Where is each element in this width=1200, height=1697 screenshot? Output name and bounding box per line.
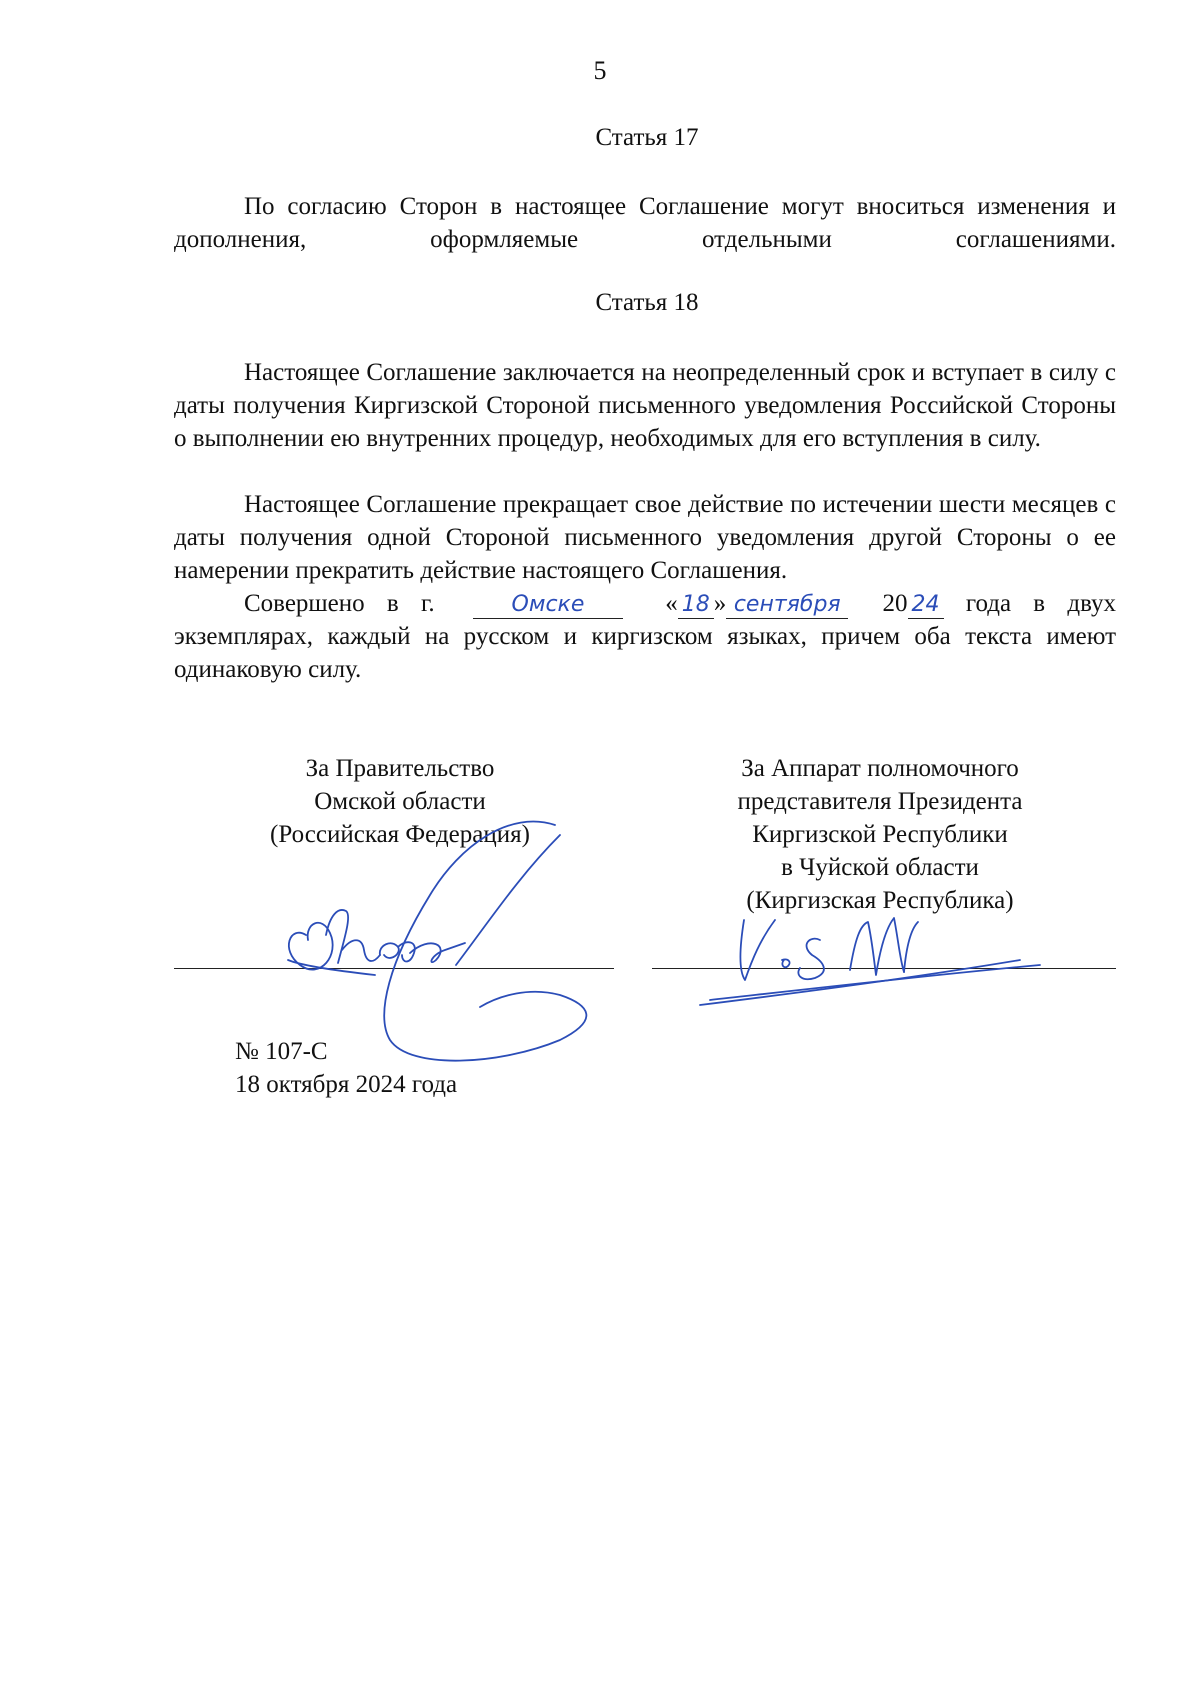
article-18-heading: Статья 18	[595, 289, 699, 316]
closing-paragraph	[174, 587, 1116, 686]
article-18-paragraph-2: Настоящее Соглашение прекращает свое действие по истечении шести месяцев с даты получения одной Стороной письменного уведомления другой Стороны о ее намерении прекратить действие настоящего Соглашения.	[174, 491, 1116, 584]
city-field	[473, 591, 623, 619]
right-signatory-line-1: За Аппарат полномочного	[741, 755, 1019, 782]
day-field	[678, 591, 714, 619]
right-signatory-line-4: в Чуйской области	[781, 854, 979, 881]
day-handwritten: 18	[681, 592, 710, 617]
registration-date: 18 октября 2024 года	[235, 1071, 458, 1098]
registration-block	[235, 1035, 457, 1101]
year-field	[908, 591, 944, 619]
right-signatory-block	[680, 752, 1080, 917]
closing-prefix: Совершено в г.	[244, 590, 435, 617]
city-handwritten: Омске	[511, 592, 585, 617]
year-group	[883, 590, 944, 617]
date-day-group	[665, 590, 726, 617]
article-18-paragraph-1: Настоящее Соглашение заключается на неопределенный срок и вступает в силу с даты получения Киргизской Стороной письменного уведомления Российской Стороны о выполнении ею внутренних процедур, необходимых для его вступления в силу.	[174, 359, 1116, 452]
left-signatory-line-3: (Российская Федерация)	[270, 821, 530, 848]
month-handwritten: сентября	[733, 592, 841, 617]
article-17-heading: Статья 17	[595, 124, 699, 151]
right-signatory-line-5: (Киргизская Республика)	[746, 887, 1014, 914]
year-handwritten: 24	[911, 592, 940, 617]
left-signatory-line-1: За Правительство	[305, 755, 495, 782]
registration-number: № 107-С	[235, 1038, 328, 1065]
page-number: 5	[593, 56, 607, 85]
month-field	[726, 591, 848, 619]
article-17-paragraph: По согласию Сторон в настоящее Соглашение могут вноситься изменения и дополнения, оформляемые отдельными соглашениями.	[174, 193, 1116, 253]
quote-close: »	[713, 590, 727, 617]
left-signatory-line-2: Омской области	[314, 788, 486, 815]
right-signature	[700, 900, 1060, 1020]
closing-rest: года в двух экземплярах, каждый на русском и киргизском языках, причем оба текста имеют одинаковую силу.	[174, 590, 1117, 683]
right-signatory-line-2: представителя Президента	[737, 788, 1023, 815]
right-signatory-line-3: Киргизской Республики	[752, 821, 1008, 848]
quote-open: «	[665, 590, 678, 617]
year-prefix: 20	[882, 590, 908, 617]
